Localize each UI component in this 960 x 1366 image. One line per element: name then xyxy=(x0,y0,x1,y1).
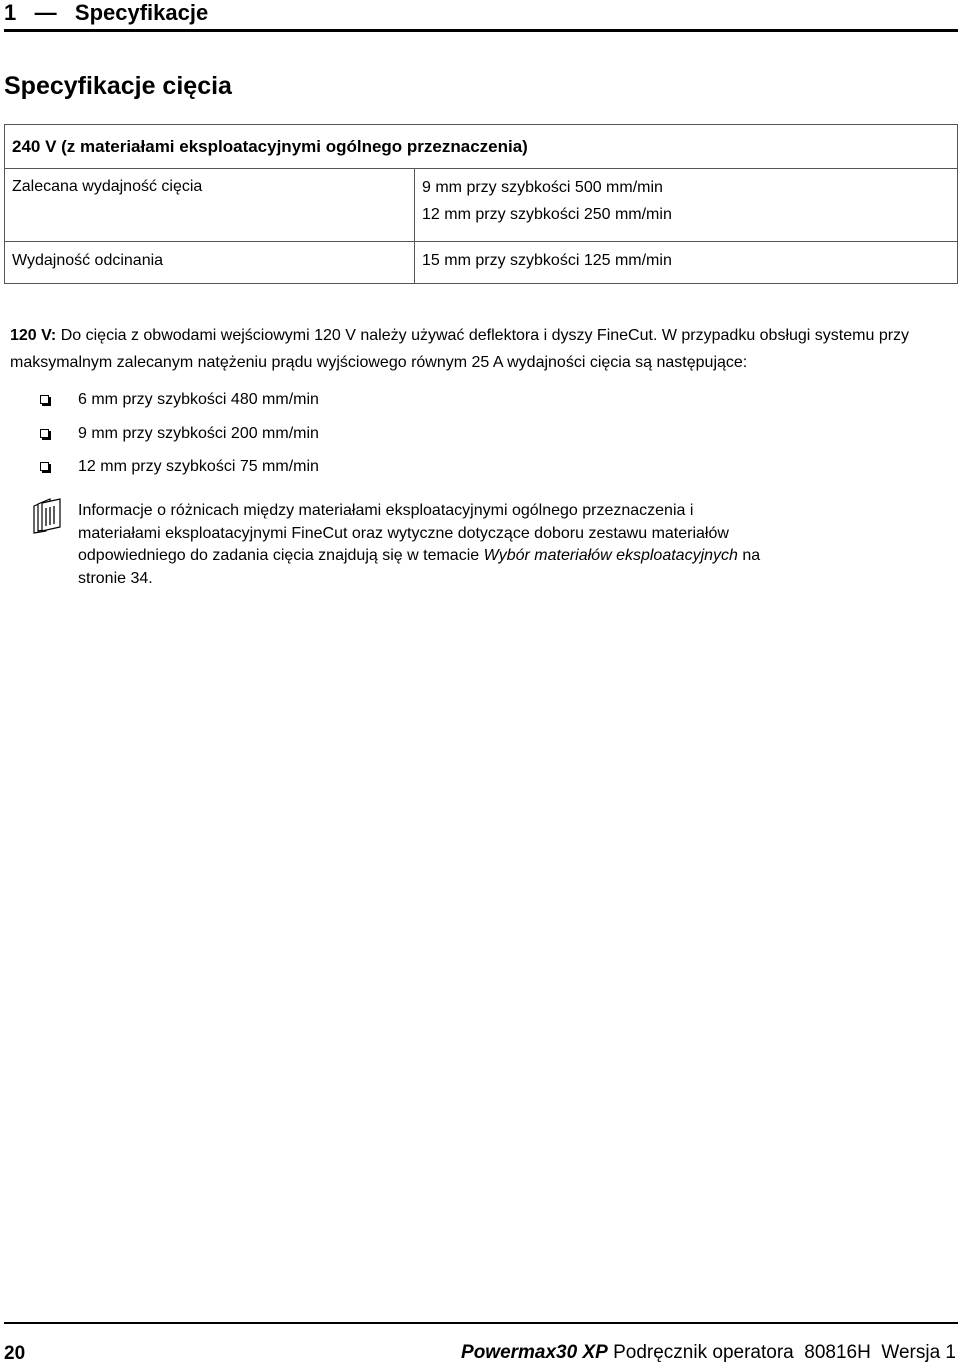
product-name: Powermax30 XP xyxy=(461,1342,608,1363)
note-text-end: na stronie 34. xyxy=(78,547,761,587)
manual-title: Podręcznik operatora 80816H Wersja 1 xyxy=(607,1342,956,1363)
list-item-text: 9 mm przy szybkości 200 mm/min xyxy=(78,424,319,442)
table-row xyxy=(5,169,957,242)
row-value: 12 mm przy szybkości 250 mm/min xyxy=(422,206,672,223)
checkbox-bullet-icon xyxy=(40,462,49,471)
row-values xyxy=(415,242,957,283)
checkbox-bullet-icon xyxy=(40,395,49,404)
list-item-text: 6 mm przy szybkości 480 mm/min xyxy=(78,391,319,408)
voltage-paragraph xyxy=(10,322,954,376)
row-label: Wydajność odcinania xyxy=(5,242,415,283)
page-number: 20 xyxy=(4,1343,26,1364)
note-text-start: Informacje o różnicach między materiałami eksploatacyjnymi ogólnego przeznaczenia i materiałami eksploatacyjnymi FineCut oraz wytyczne dotyczące doboru zestawu materiałów odpowiedniego do zadania cięcia znajdują się w temacie xyxy=(78,502,729,564)
header-rule xyxy=(4,29,958,32)
note-reference-link[interactable]: Wybór materiałów eksploatacyjnych xyxy=(483,547,738,564)
row-value: 9 mm przy szybkości 500 mm/min xyxy=(422,179,663,196)
checkbox-bullet-icon xyxy=(40,429,49,438)
footer-manual-info xyxy=(461,1340,956,1366)
list-item xyxy=(40,420,319,454)
chapter-header: 1 — Specyfikacje xyxy=(4,0,209,25)
row-value: 15 mm przy szybkości 125 mm/min xyxy=(422,252,672,269)
spec-table xyxy=(4,124,958,284)
list-item-text: 12 mm przy szybkości 75 mm/min xyxy=(78,458,319,475)
note-text xyxy=(78,500,768,590)
footer-rule xyxy=(4,1322,958,1324)
section-title: Specyfikacje cięcia xyxy=(4,72,232,100)
list-item xyxy=(40,386,319,420)
paragraph-lead: 120 V: xyxy=(10,327,57,344)
row-label: Zalecana wydajność cięcia xyxy=(5,169,415,241)
list-item xyxy=(40,453,319,487)
row-values xyxy=(415,169,957,241)
table-caption: 240 V (z materiałami eksploatacyjnymi ogólnego przeznaczenia) xyxy=(5,125,957,169)
cut-capacity-list xyxy=(40,386,319,487)
paragraph-text: Do cięcia z obwodami wejściowymi 120 V należy używać deflektora i dyszy FineCut. W przypadku obsługi systemu przy maksymalnym zalecanym natężeniu prądu wyjściowego równym 25 A wydajności cięcia są następujące: xyxy=(10,327,910,371)
document-note-icon xyxy=(32,498,62,534)
table-row xyxy=(5,242,957,283)
